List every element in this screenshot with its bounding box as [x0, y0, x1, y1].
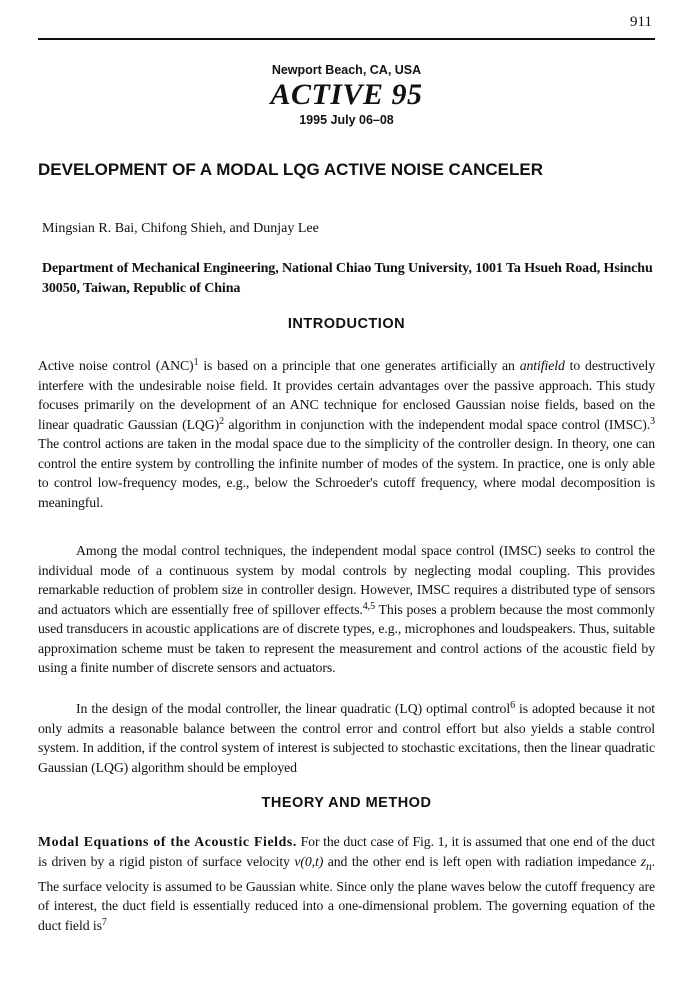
page-number: 911 [630, 14, 652, 30]
conference-location: Newport Beach, CA, USA [271, 63, 422, 77]
conference-name: ACTIVE 95 [270, 78, 423, 111]
theory-paragraph-1: Modal Equations of the Acoustic Fields. For the duct case of Fig. 1, it is assumed that one end of the duct is driven by a rigid piston of surface velocity v(0,t) and the other end is left open with radiation impedance $z_n$. The surface velocity is assumed to be Gaussian white. Since only the plane waves below the cutoff frequency are of interest, the duct field is essentially reduced into a one-dimensional problem. The governing equation of the duct field $is^7$ [38, 834, 655, 933]
intro-paragraph-1: Active noise control (ANC)$^1$ is based on a principle that one generates artificially an antifield to destructively interfere with the undesirable noise field. It provides certain advantages over the passive approach. This study focuses primarily on the development of an ANC technique for enclosed Gaussian noise fields, based on the linear quadratic Gaussian (LQG)$^2$ algorithm in conjunction with the independent modal space control (IMSC).$^3$ The control actions are taken in the modal space due to the simplicity of the controller design. In theory, one can control the entire system by controlling the infinite number of modes of the system. In practice, one is only able to control low-frequency modes, e.g., below the Schroeder's cutoff frequency, where modal decomposition is meaningful. [38, 357, 655, 510]
intro-paragraph-3: In the design of the modal controller, the linear quadratic (LQ) optimal control$^6$ is adopted because it not only admits a reasonable balance between the control error and control effort but also yields a stable control system. In addition, if the control system of interest is subjected to stochastic excitations, then the linear quadratic Gaussian (LQG) algorithm should be employed [38, 700, 656, 775]
emphasis: antifield [519, 358, 565, 373]
conference-date: 1995 July 06–08 [299, 113, 394, 127]
citation-ref: 4,5 [362, 600, 375, 612]
math-impedance: $z_n$ [640, 853, 652, 873]
section-heading-theory: THEORY AND METHOD [261, 795, 432, 811]
intro-paragraph-2: Among the modal control techniques, the independent modal space control (IMSC) seeks to control the individual mode of a continuous system by modal controls by neglecting modal coupling. This provides remarkable reduction of problem size in controller design. However, IMSC requires a distributed type of sensors and actuators which are essentially free of spillover effects.$^{4,5}$ This poses a problem because the most commonly used transducers in acoustic applications are of discrete types, e.g., microphones and loudspeakers. Thus, suitable approximation scheme must be taken to represent the measurement and control actions of the acoustic field by using a finite number of discrete sensors and actuators. [38, 543, 655, 675]
section-heading-introduction: INTRODUCTION [287, 316, 406, 332]
citation-ref: 2 [219, 415, 225, 427]
runin-heading: Modal Equations of the Acoustic Fields. [38, 834, 297, 849]
citation-ref: 1 [193, 357, 199, 368]
authors: Mingsian R. Bai, Chifong Shieh, and Dunjay Lee [42, 221, 319, 236]
paper-title: DEVELOPMENT OF A MODAL LQG ACTIVE NOISE CANCELER [38, 160, 543, 179]
citation-ref: 3 [650, 415, 655, 427]
citation-ref: 6 [510, 700, 515, 711]
citation-ref: 7 [101, 916, 107, 928]
header-rule [38, 38, 655, 40]
affiliation: Department of Mechanical Engineering, National Chiao Tung University, 1001 Ta Hsueh Road, Hsinchu 30050, Taiwan, Republic of China [42, 261, 653, 296]
math-velocity: v(0,t) [294, 853, 324, 869]
